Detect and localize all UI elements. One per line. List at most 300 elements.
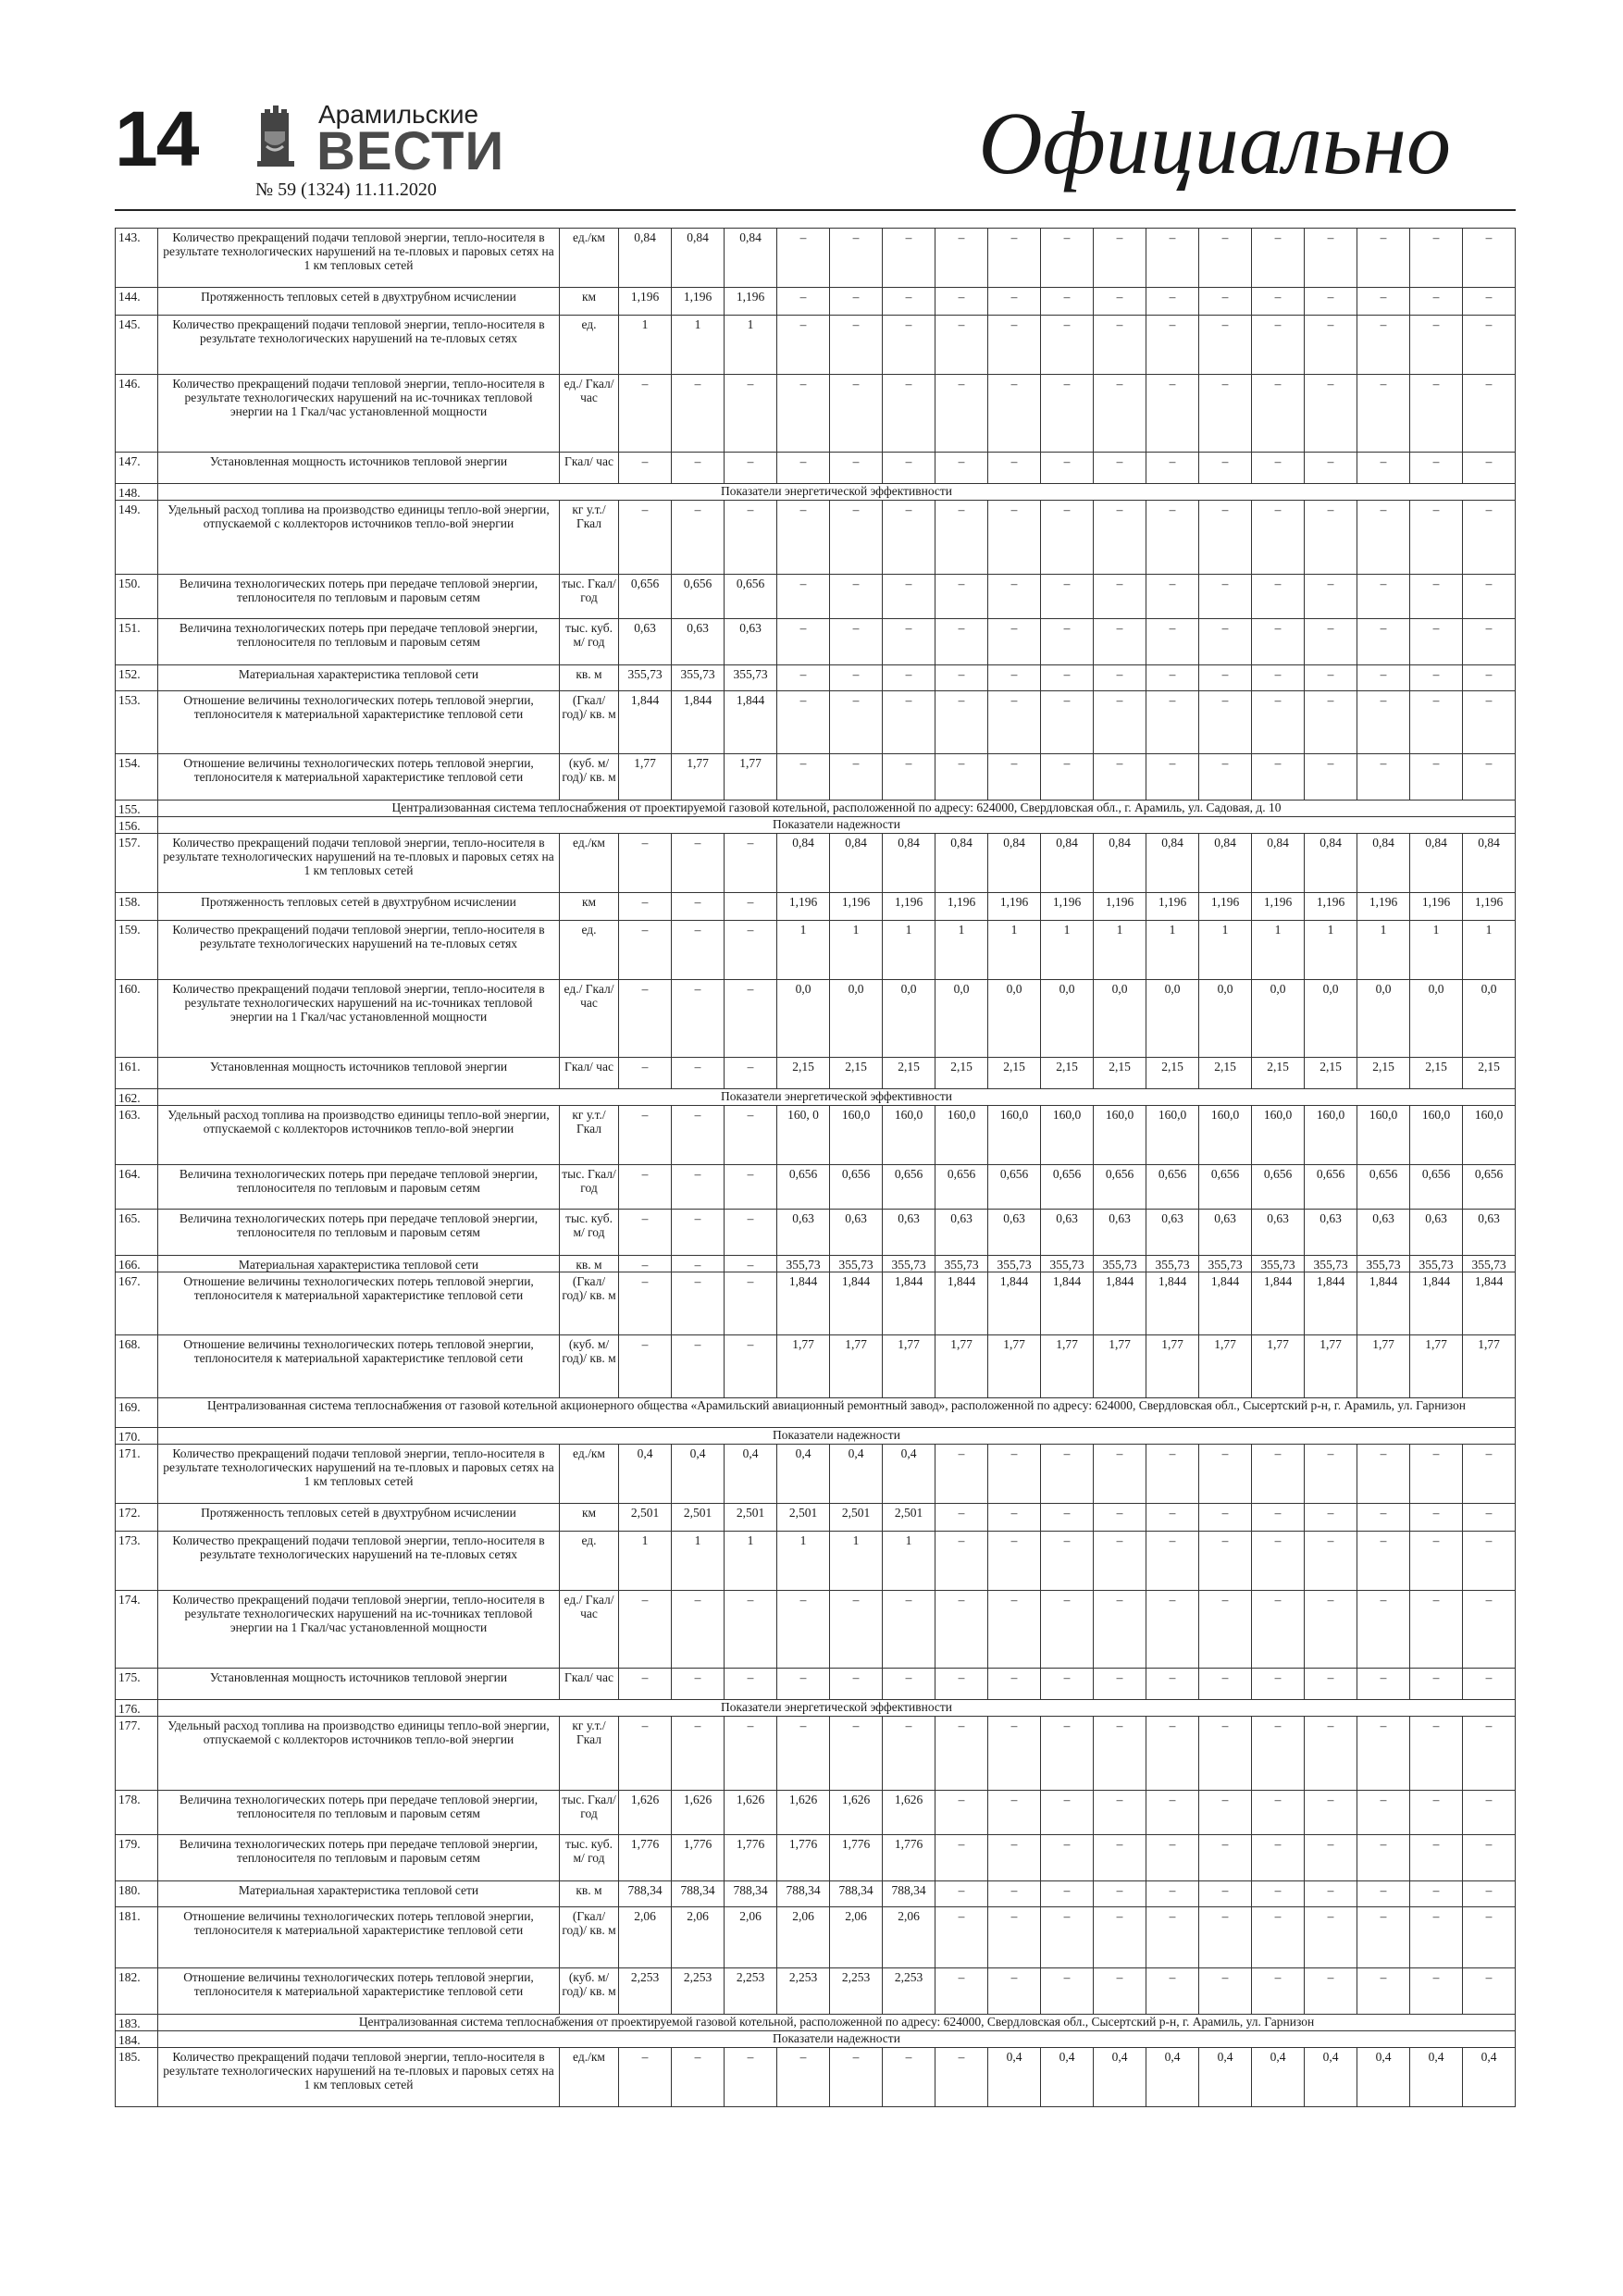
- value-cell: 0,656: [883, 1165, 935, 1210]
- value-cell: 2,06: [619, 1907, 672, 1968]
- value-cell: –: [777, 1717, 830, 1791]
- value-cell: –: [935, 1717, 988, 1791]
- value-cell: 0,656: [1305, 1165, 1357, 1210]
- row-number: 172.: [116, 1504, 158, 1532]
- value-cell: –: [1463, 288, 1516, 316]
- value-cell: –: [935, 1445, 988, 1504]
- value-cell: –: [1041, 1504, 1094, 1532]
- value-cell: 0,84: [1094, 834, 1146, 893]
- value-cell: –: [935, 501, 988, 575]
- value-cell: 355,73: [777, 1256, 830, 1272]
- value-cell: 160,0: [1410, 1106, 1463, 1165]
- value-cell: 1,844: [935, 1272, 988, 1335]
- table-row: [116, 1210, 1516, 1256]
- value-cell: –: [672, 1717, 725, 1791]
- value-cell: 0,656: [830, 1165, 883, 1210]
- section-row: [116, 1428, 1516, 1445]
- value-cell: –: [1305, 619, 1357, 665]
- value-cell: 1: [672, 1532, 725, 1591]
- value-cell: –: [1305, 1791, 1357, 1835]
- section-row: [116, 800, 1516, 817]
- value-cell: –: [988, 754, 1041, 800]
- value-cell: 1,77: [777, 1335, 830, 1398]
- value-cell: –: [619, 453, 672, 484]
- value-cell: –: [1094, 288, 1146, 316]
- value-cell: 1: [1041, 921, 1094, 980]
- value-cell: 160,0: [935, 1106, 988, 1165]
- value-cell: 1,77: [830, 1335, 883, 1398]
- unit-cell: км: [560, 893, 619, 921]
- value-cell: –: [1305, 1504, 1357, 1532]
- value-cell: –: [1094, 229, 1146, 288]
- value-cell: –: [1305, 453, 1357, 484]
- value-cell: –: [1305, 691, 1357, 754]
- value-cell: –: [672, 2048, 725, 2107]
- indicator-name: Протяженность тепловых сетей в двухтрубном исчислении: [158, 1504, 560, 1532]
- section-row: [116, 1700, 1516, 1717]
- value-cell: –: [1146, 575, 1199, 619]
- value-cell: 0,0: [935, 980, 988, 1058]
- row-number: 177.: [116, 1717, 158, 1791]
- value-cell: –: [830, 1717, 883, 1791]
- value-cell: –: [1146, 1504, 1199, 1532]
- value-cell: –: [1041, 375, 1094, 453]
- unit-cell: ед./км: [560, 834, 619, 893]
- value-cell: –: [1305, 754, 1357, 800]
- value-cell: 355,73: [1305, 1256, 1357, 1272]
- section-row: [116, 2015, 1516, 2031]
- value-cell: –: [1410, 754, 1463, 800]
- value-cell: 1,844: [777, 1272, 830, 1335]
- value-cell: –: [1410, 691, 1463, 754]
- value-cell: –: [935, 1504, 988, 1532]
- unit-cell: ед./км: [560, 1445, 619, 1504]
- value-cell: –: [1252, 229, 1305, 288]
- value-cell: –: [619, 1717, 672, 1791]
- value-cell: 0,4: [1252, 2048, 1305, 2107]
- value-cell: –: [1410, 1717, 1463, 1791]
- value-cell: –: [619, 2048, 672, 2107]
- value-cell: –: [830, 375, 883, 453]
- value-cell: 0,84: [777, 834, 830, 893]
- indicator-name: Количество прекращений подачи тепловой энергии, тепло-носителя в результате технологических нарушений на те-пловых и паровых сетях на 1 км тепловых сетей: [158, 1445, 560, 1504]
- value-cell: –: [988, 665, 1041, 691]
- value-cell: 1: [725, 1532, 777, 1591]
- unit-cell: кв. м: [560, 665, 619, 691]
- value-cell: –: [1410, 288, 1463, 316]
- table-row: [116, 754, 1516, 800]
- value-cell: –: [725, 893, 777, 921]
- table-row: [116, 1591, 1516, 1669]
- value-cell: –: [1357, 1445, 1410, 1504]
- value-cell: –: [725, 834, 777, 893]
- value-cell: 1,844: [1146, 1272, 1199, 1335]
- value-cell: –: [988, 501, 1041, 575]
- table-row: [116, 834, 1516, 893]
- value-cell: 355,73: [672, 665, 725, 691]
- value-cell: –: [1252, 1445, 1305, 1504]
- value-cell: –: [725, 1165, 777, 1210]
- value-cell: 0,84: [1463, 834, 1516, 893]
- value-cell: –: [725, 2048, 777, 2107]
- indicator-name: Отношение величины технологических потерь тепловой энергии, теплоносителя к материальной характеристике тепловой сети: [158, 1335, 560, 1398]
- value-cell: –: [777, 501, 830, 575]
- value-cell: –: [1252, 1835, 1305, 1881]
- indicator-name: Отношение величины технологических потерь тепловой энергии, теплоносителя к материальной характеристике тепловой сети: [158, 1968, 560, 2015]
- value-cell: 0,656: [619, 575, 672, 619]
- value-cell: –: [1199, 501, 1252, 575]
- value-cell: –: [1463, 1669, 1516, 1700]
- value-cell: –: [883, 575, 935, 619]
- value-cell: 0,63: [1410, 1210, 1463, 1256]
- value-cell: –: [1252, 375, 1305, 453]
- value-cell: –: [1146, 288, 1199, 316]
- value-cell: –: [883, 619, 935, 665]
- row-number: 168.: [116, 1335, 158, 1398]
- value-cell: 0,0: [1357, 980, 1410, 1058]
- value-cell: 0,0: [883, 980, 935, 1058]
- value-cell: –: [1357, 229, 1410, 288]
- unit-cell: кг у.т./ Гкал: [560, 1106, 619, 1165]
- row-number: 156.: [116, 817, 158, 834]
- value-cell: –: [1094, 575, 1146, 619]
- value-cell: 0,84: [725, 229, 777, 288]
- indicator-name: Величина технологических потерь при передаче тепловой энергии, теплоносителя по тепловым и паровым сетям: [158, 575, 560, 619]
- unit-cell: кв. м: [560, 1256, 619, 1272]
- row-number: 180.: [116, 1881, 158, 1907]
- value-cell: 1,196: [830, 893, 883, 921]
- value-cell: –: [1094, 1591, 1146, 1669]
- table-row: [116, 288, 1516, 316]
- value-cell: –: [883, 691, 935, 754]
- value-cell: 1,196: [1146, 893, 1199, 921]
- value-cell: –: [1463, 1835, 1516, 1881]
- value-cell: –: [725, 453, 777, 484]
- indicator-name: Материальная характеристика тепловой сети: [158, 665, 560, 691]
- value-cell: –: [777, 2048, 830, 2107]
- row-number: 143.: [116, 229, 158, 288]
- value-cell: 0,84: [1410, 834, 1463, 893]
- value-cell: 1,77: [725, 754, 777, 800]
- value-cell: 1: [830, 921, 883, 980]
- value-cell: –: [1410, 229, 1463, 288]
- value-cell: –: [1357, 665, 1410, 691]
- table-row: [116, 575, 1516, 619]
- value-cell: 0,4: [1463, 2048, 1516, 2107]
- unit-cell: ед./ Гкал/ час: [560, 375, 619, 453]
- value-cell: –: [988, 1835, 1041, 1881]
- value-cell: –: [672, 921, 725, 980]
- value-cell: –: [1199, 1532, 1252, 1591]
- table-row: [116, 665, 1516, 691]
- value-cell: 1,196: [988, 893, 1041, 921]
- value-cell: –: [1094, 691, 1146, 754]
- value-cell: –: [777, 288, 830, 316]
- section-title-cell: Показатели надежности: [158, 2031, 1516, 2048]
- value-cell: 1,77: [1199, 1335, 1252, 1398]
- value-cell: 160,0: [1252, 1106, 1305, 1165]
- value-cell: 0,84: [988, 834, 1041, 893]
- value-cell: 0,84: [1041, 834, 1094, 893]
- value-cell: –: [988, 1968, 1041, 2015]
- value-cell: 1,626: [619, 1791, 672, 1835]
- value-cell: 355,73: [1252, 1256, 1305, 1272]
- section-title-cell: Показатели надежности: [158, 1428, 1516, 1445]
- value-cell: 0,84: [830, 834, 883, 893]
- value-cell: 2,501: [672, 1504, 725, 1532]
- value-cell: 0,656: [1146, 1165, 1199, 1210]
- value-cell: 0,84: [1252, 834, 1305, 893]
- value-cell: –: [988, 375, 1041, 453]
- value-cell: –: [1094, 754, 1146, 800]
- value-cell: –: [619, 921, 672, 980]
- value-cell: 0,656: [1410, 1165, 1463, 1210]
- value-cell: –: [1094, 619, 1146, 665]
- unit-cell: кв. м: [560, 1881, 619, 1907]
- value-cell: –: [1305, 1591, 1357, 1669]
- value-cell: 1: [1305, 921, 1357, 980]
- value-cell: –: [1094, 1532, 1146, 1591]
- value-cell: –: [883, 229, 935, 288]
- value-cell: –: [935, 665, 988, 691]
- value-cell: –: [1463, 1791, 1516, 1835]
- value-cell: –: [1146, 1591, 1199, 1669]
- value-cell: 1,844: [883, 1272, 935, 1335]
- value-cell: –: [830, 665, 883, 691]
- value-cell: –: [1041, 1717, 1094, 1791]
- value-cell: –: [1463, 375, 1516, 453]
- table-row: [116, 453, 1516, 484]
- value-cell: 1,77: [672, 754, 725, 800]
- value-cell: –: [1041, 691, 1094, 754]
- row-number: 150.: [116, 575, 158, 619]
- value-cell: –: [619, 893, 672, 921]
- value-cell: –: [883, 453, 935, 484]
- value-cell: 0,84: [1146, 834, 1199, 893]
- indicator-name: Количество прекращений подачи тепловой энергии, тепло-носителя в результате технологических нарушений на те-пловых сетях: [158, 316, 560, 375]
- value-cell: –: [1357, 1717, 1410, 1791]
- section-title-cell: Централизованная система теплоснабжения от проектируемой газовой котельной, расположенной по адресу: 624000, Свердловская обл., г. Арамиль, ул. Садовая, д. 10: [158, 800, 1516, 817]
- value-cell: 2,15: [1146, 1058, 1199, 1089]
- value-cell: –: [1305, 1717, 1357, 1791]
- value-cell: –: [1199, 754, 1252, 800]
- value-cell: –: [1357, 1591, 1410, 1669]
- value-cell: –: [1146, 453, 1199, 484]
- value-cell: –: [1041, 1669, 1094, 1700]
- brand-top: Арамильские: [318, 100, 479, 129]
- value-cell: –: [935, 1532, 988, 1591]
- value-cell: –: [1305, 288, 1357, 316]
- row-number: 179.: [116, 1835, 158, 1881]
- value-cell: 0,656: [1094, 1165, 1146, 1210]
- value-cell: 1,196: [619, 288, 672, 316]
- value-cell: –: [1252, 453, 1305, 484]
- value-cell: 0,656: [672, 575, 725, 619]
- value-cell: 0,63: [1463, 1210, 1516, 1256]
- value-cell: 0,4: [619, 1445, 672, 1504]
- value-cell: 2,501: [619, 1504, 672, 1532]
- value-cell: –: [1305, 1881, 1357, 1907]
- value-cell: –: [830, 619, 883, 665]
- value-cell: 160,0: [988, 1106, 1041, 1165]
- value-cell: 1,844: [1305, 1272, 1357, 1335]
- row-number: 151.: [116, 619, 158, 665]
- value-cell: –: [777, 691, 830, 754]
- value-cell: –: [935, 375, 988, 453]
- value-cell: –: [1199, 1591, 1252, 1669]
- indicator-name: Протяженность тепловых сетей в двухтрубном исчислении: [158, 288, 560, 316]
- unit-cell: км: [560, 1504, 619, 1532]
- value-cell: –: [725, 1210, 777, 1256]
- value-cell: 2,15: [1252, 1058, 1305, 1089]
- value-cell: –: [1146, 691, 1199, 754]
- value-cell: 355,73: [1463, 1256, 1516, 1272]
- value-cell: –: [777, 375, 830, 453]
- value-cell: –: [1146, 1907, 1199, 1968]
- row-number: 170.: [116, 1428, 158, 1445]
- value-cell: 788,34: [619, 1881, 672, 1907]
- value-cell: 1,196: [725, 288, 777, 316]
- value-cell: –: [1357, 1968, 1410, 2015]
- section-title-cell: Показатели энергетической эффективности: [158, 1089, 1516, 1106]
- value-cell: –: [725, 375, 777, 453]
- value-cell: –: [1463, 575, 1516, 619]
- value-cell: 0,0: [1252, 980, 1305, 1058]
- row-number: 148.: [116, 484, 158, 501]
- indicator-name: Величина технологических потерь при передаче тепловой энергии, теплоносителя по тепловым и паровым сетям: [158, 1165, 560, 1210]
- value-cell: –: [1357, 1532, 1410, 1591]
- table-row: [116, 1968, 1516, 2015]
- value-cell: –: [1252, 1968, 1305, 2015]
- value-cell: 0,63: [725, 619, 777, 665]
- indicator-name: Материальная характеристика тепловой сети: [158, 1881, 560, 1907]
- value-cell: 1,196: [777, 893, 830, 921]
- value-cell: –: [672, 1256, 725, 1272]
- value-cell: 2,253: [883, 1968, 935, 2015]
- unit-cell: тыс. Гкал/ год: [560, 1165, 619, 1210]
- value-cell: –: [619, 1669, 672, 1700]
- value-cell: –: [883, 2048, 935, 2107]
- value-cell: 1,626: [672, 1791, 725, 1835]
- value-cell: –: [1041, 1881, 1094, 1907]
- value-cell: –: [1252, 1717, 1305, 1791]
- table-row: [116, 1058, 1516, 1089]
- value-cell: –: [1252, 1791, 1305, 1835]
- indicator-name: Количество прекращений подачи тепловой энергии, тепло-носителя в результате технологических нарушений на ис-точниках тепловой энергии на 1 Гкал/час установленной мощности: [158, 1591, 560, 1669]
- value-cell: 1,844: [725, 691, 777, 754]
- value-cell: –: [725, 1335, 777, 1398]
- value-cell: 2,15: [1094, 1058, 1146, 1089]
- table-row: [116, 1881, 1516, 1907]
- row-number: 173.: [116, 1532, 158, 1591]
- unit-cell: тыс. куб. м/ год: [560, 1210, 619, 1256]
- value-cell: –: [935, 754, 988, 800]
- value-cell: 1,77: [1357, 1335, 1410, 1398]
- row-number: 149.: [116, 501, 158, 575]
- header-rule: [115, 209, 1516, 211]
- indicator-name: Величина технологических потерь при передаче тепловой энергии, теплоносителя по тепловым и паровым сетям: [158, 1210, 560, 1256]
- value-cell: –: [1463, 1907, 1516, 1968]
- value-cell: –: [1463, 619, 1516, 665]
- value-cell: –: [1252, 501, 1305, 575]
- value-cell: 1,776: [619, 1835, 672, 1881]
- value-cell: –: [1305, 1532, 1357, 1591]
- value-cell: 1: [777, 1532, 830, 1591]
- value-cell: –: [1094, 1907, 1146, 1968]
- value-cell: –: [1146, 229, 1199, 288]
- value-cell: –: [935, 619, 988, 665]
- table-row: [116, 921, 1516, 980]
- unit-cell: кг у.т./ Гкал: [560, 501, 619, 575]
- value-cell: –: [619, 980, 672, 1058]
- value-cell: –: [672, 1591, 725, 1669]
- value-cell: –: [988, 1504, 1041, 1532]
- unit-cell: ед./км: [560, 229, 619, 288]
- value-cell: –: [830, 501, 883, 575]
- unit-cell: (куб. м/ год)/ кв. м: [560, 1335, 619, 1398]
- value-cell: 0,0: [1041, 980, 1094, 1058]
- value-cell: –: [1146, 1881, 1199, 1907]
- value-cell: –: [1252, 754, 1305, 800]
- value-cell: 0,0: [988, 980, 1041, 1058]
- value-cell: –: [1041, 1835, 1094, 1881]
- value-cell: –: [672, 1210, 725, 1256]
- value-cell: –: [1410, 1835, 1463, 1881]
- value-cell: –: [1410, 375, 1463, 453]
- indicator-name: Материальная характеристика тепловой сети: [158, 1256, 560, 1272]
- value-cell: 0,0: [1094, 980, 1146, 1058]
- value-cell: –: [725, 980, 777, 1058]
- value-cell: –: [619, 1210, 672, 1256]
- row-number: 167.: [116, 1272, 158, 1335]
- table-row: [116, 1106, 1516, 1165]
- value-cell: –: [1041, 665, 1094, 691]
- value-cell: 0,0: [1305, 980, 1357, 1058]
- value-cell: –: [1357, 1881, 1410, 1907]
- value-cell: –: [935, 229, 988, 288]
- value-cell: –: [1252, 1881, 1305, 1907]
- unit-cell: ед./км: [560, 2048, 619, 2107]
- value-cell: 0,4: [725, 1445, 777, 1504]
- value-cell: –: [883, 501, 935, 575]
- value-cell: –: [1041, 229, 1094, 288]
- value-cell: –: [1410, 575, 1463, 619]
- indicator-name: Отношение величины технологических потерь тепловой энергии, теплоносителя к материальной характеристике тепловой сети: [158, 691, 560, 754]
- value-cell: –: [1463, 1532, 1516, 1591]
- unit-cell: тыс. куб. м/ год: [560, 1835, 619, 1881]
- value-cell: –: [672, 1669, 725, 1700]
- value-cell: –: [1252, 1532, 1305, 1591]
- value-cell: –: [830, 288, 883, 316]
- value-cell: 0,656: [1252, 1165, 1305, 1210]
- value-cell: –: [1463, 754, 1516, 800]
- value-cell: 2,06: [830, 1907, 883, 1968]
- value-cell: 0,4: [988, 2048, 1041, 2107]
- table-row: [116, 1835, 1516, 1881]
- value-cell: 1,844: [672, 691, 725, 754]
- value-cell: –: [619, 1165, 672, 1210]
- value-cell: –: [1146, 1717, 1199, 1791]
- value-cell: 788,34: [672, 1881, 725, 1907]
- value-cell: 0,4: [1305, 2048, 1357, 2107]
- value-cell: –: [777, 665, 830, 691]
- unit-cell: Гкал/ час: [560, 1058, 619, 1089]
- table-row: [116, 1165, 1516, 1210]
- value-cell: 1,196: [1094, 893, 1146, 921]
- value-cell: –: [883, 316, 935, 375]
- value-cell: –: [1463, 316, 1516, 375]
- value-cell: 0,4: [1410, 2048, 1463, 2107]
